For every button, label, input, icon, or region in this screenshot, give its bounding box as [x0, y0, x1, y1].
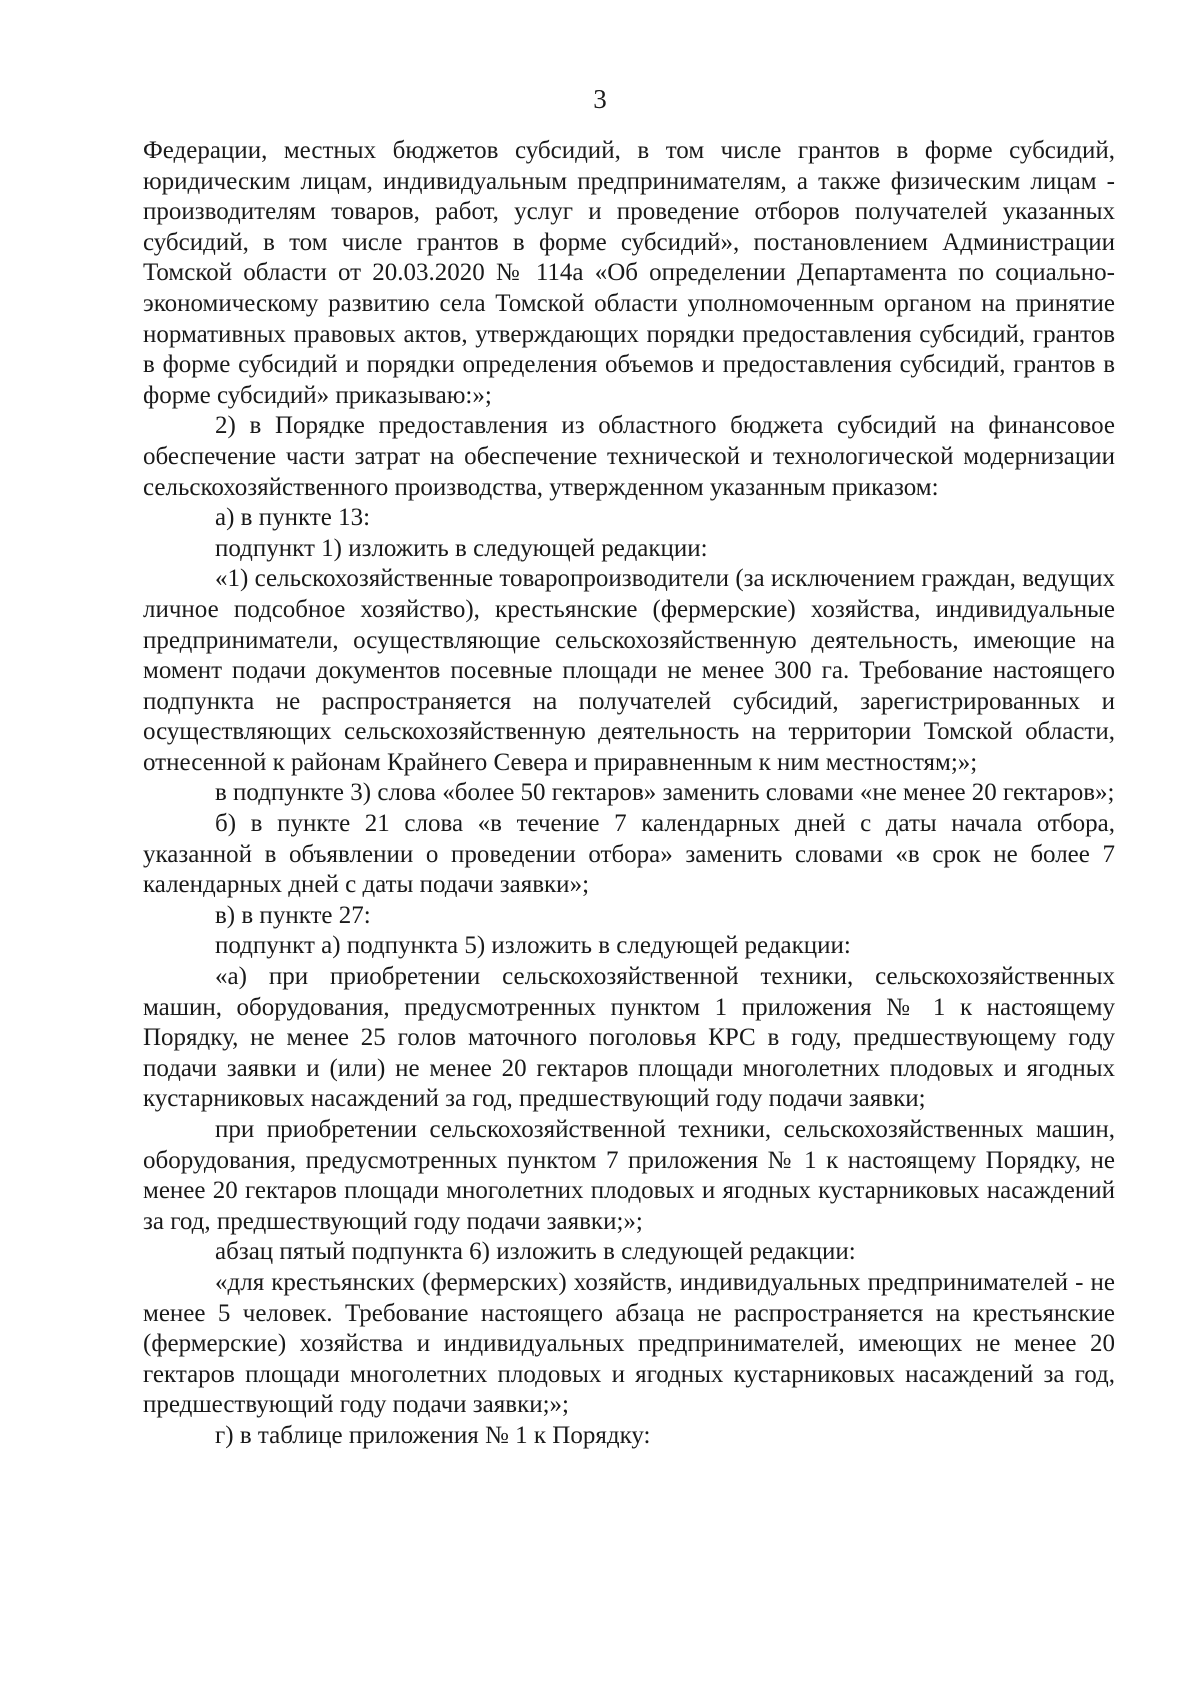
paragraph: а) в пункте 13:	[215, 504, 371, 532]
paragraph: абзац пятый подпункта 6) изложить в следующей редакции:	[215, 1238, 856, 1266]
page-number: 3	[593, 84, 607, 114]
paragraph: подпункт 1) изложить в следующей редакции:	[215, 534, 708, 562]
paragraph: «1) сельскохозяйственные товаропроизводители (за исключением граждан, ведущих личное подсобное хозяйство), крестьянские (фермерские) хозяйства, индивидуальные предприниматели, осуществляющие сельскохозяйственную деятельность, имеющие на момент подачи документов посевные площади не менее 300 га. Требование настоящего подпункта не распространяется на получателей субсидий, зарегистрированных и осуществляющих сельскохозяйственную деятельность на территории Томской области, отнесенной к районам Крайнего Севера и приравненным к ним местностям;»;	[143, 565, 1115, 776]
paragraph: в) в пункте 27:	[215, 901, 371, 929]
paragraph: 2) в Порядке предоставления из областного бюджета субсидий на финансовое обеспечение части затрат на обеспечение технической и технологической модернизации сельскохозяйственного производства, утвержденном указанным приказом:	[143, 412, 1115, 501]
paragraph: «для крестьянских (фермерских) хозяйств, индивидуальных предпринимателей - не менее 5 человек. Требование настоящего абзаца не распространяется на крестьянские (фермерские) хозяйства и индивидуальных предпринимателей, имеющих не менее 20 гектаров площади многолетних плодовых и ягодных кустарниковых насаждений за год, предшествующий году подачи заявки;»;	[143, 1268, 1115, 1419]
paragraph: при приобретении сельскохозяйственной техники, сельскохозяйственных машин, оборудования, предусмотренных пунктом 7 приложения № 1 к настоящему Порядку, не менее 20 гектаров площади многолетних плодовых и ягодных кустарниковых насаждений за год, предшествующий году подачи заявки;»;	[143, 1116, 1115, 1235]
paragraph: Федерации, местных бюджетов субсидий, в том числе грантов в форме субсидий, юридическим лицам, индивидуальным предпринимателям, а также физическим лицам - производителям товаров, работ, услуг и проведение отборов получателей указанных субсидий, в том числе грантов в форме субсидий», постановлением Администрации Томской области от 20.03.2020 № 114а «Об определении Департамента по социально-экономическому развитию села Томской области уполномоченным органом на принятие нормативных правовых актов, утверждающих порядки предоставления субсидий, грантов в форме субсидий и порядки определения объемов и предоставления субсидий, грантов в форме субсидий» приказываю:»;	[143, 137, 1115, 409]
paragraph: б) в пункте 21 слова «в течение 7 календарных дней с даты начала отбора, указанной в объявлении о проведении отбора» заменить словами «в срок не более 7 календарных дней с даты подачи заявки»;	[143, 810, 1115, 899]
paragraph: подпункт а) подпункта 5) изложить в следующей редакции:	[215, 932, 851, 960]
paragraph: «а) при приобретении сельскохозяйственной техники, сельскохозяйственных машин, оборудования, предусмотренных пунктом 1 приложения № 1 к настоящему Порядку, не менее 25 голов маточного поголовья КРС в году, предшествующему году подачи заявки и (или) не менее 20 гектаров площади многолетних плодовых и ягодных кустарниковых насаждений за год, предшествующий году подачи заявки;	[143, 963, 1115, 1113]
paragraph: г) в таблице приложения № 1 к Порядку:	[215, 1421, 651, 1449]
document-body	[143, 136, 1115, 1452]
paragraph: в подпункте 3) слова «более 50 гектаров» заменить словами «не менее 20 гектаров»;	[215, 779, 1115, 807]
